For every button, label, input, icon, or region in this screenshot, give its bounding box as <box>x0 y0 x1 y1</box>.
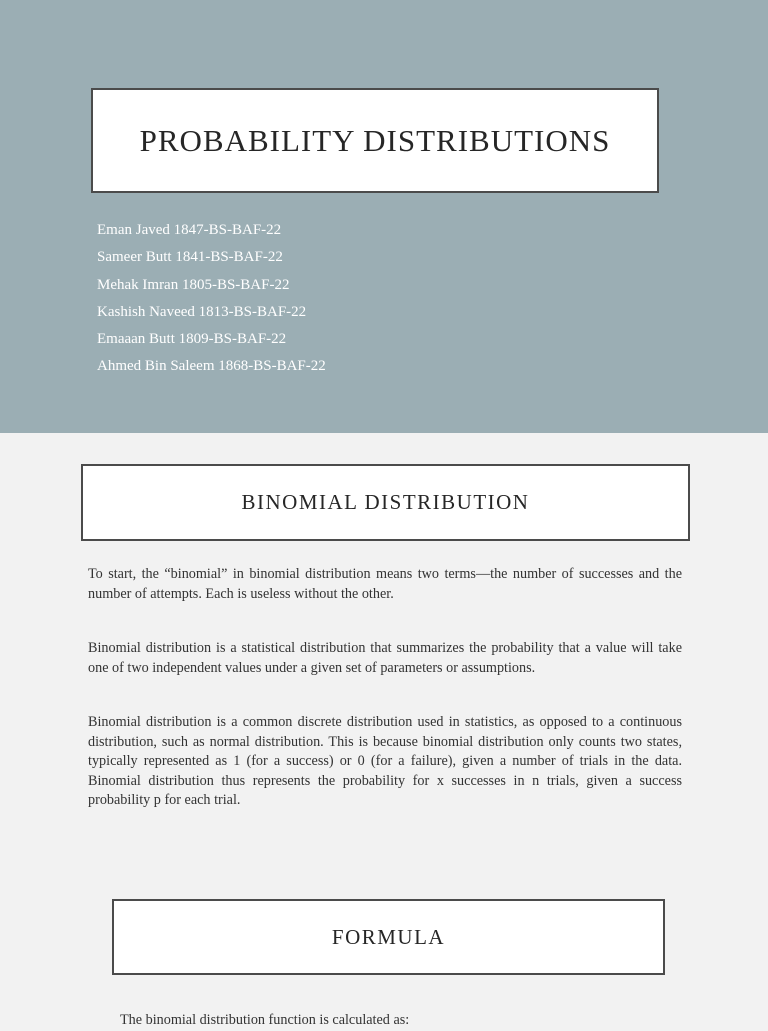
binomial-heading-box <box>81 464 690 541</box>
formula-heading-box <box>112 899 665 975</box>
title-box <box>91 88 659 193</box>
paragraph-definition: Binomial distribution is a statistical distribution that summarizes the probability that a value will take one of two independent values under a given set of parameters or assumptions. <box>88 640 682 676</box>
binomial-heading: BINOMIAL DISTRIBUTION <box>241 490 530 514</box>
paragraph-discrete: Binomial distribution is a common discrete distribution used in statistics, as opposed to a continuous distribution, such as normal distribution. This is because binomial distribution only counts two states, typically represented as 1 (for a success) or 0 (for a failure), given a number of trials in the data. Binomial distribution thus represents the probability for x successes in n trials, given a success probability p for each trial. <box>88 714 682 808</box>
author-item: Eman Javed 1847-BS-BAF-22 <box>97 222 282 238</box>
binomial-slide <box>0 433 768 1028</box>
author-item: Sameer Butt 1841-BS-BAF-22 <box>97 249 283 266</box>
author-item: Kashish Naveed 1813-BS-BAF-22 <box>97 303 307 320</box>
title-slide <box>0 0 768 433</box>
formula-heading: FORMULA <box>331 924 446 949</box>
presentation-title: PROBABILITY DISTRIBUTIONS <box>139 122 611 158</box>
paragraph-intro: To start, the “binomial” in binomial distribution means two terms—the number of successes and the number of attempts. Each is useless without the other. <box>88 566 682 602</box>
formula-intro: The binomial distribution function is calculated as: <box>120 1012 410 1028</box>
author-item: Emaaan Butt 1809-BS-BAF-22 <box>97 331 287 348</box>
author-list <box>97 220 326 384</box>
author-item: Mehak Imran 1805-BS-BAF-22 <box>97 276 290 293</box>
author-item: Ahmed Bin Saleem 1868-BS-BAF-22 <box>97 358 326 375</box>
